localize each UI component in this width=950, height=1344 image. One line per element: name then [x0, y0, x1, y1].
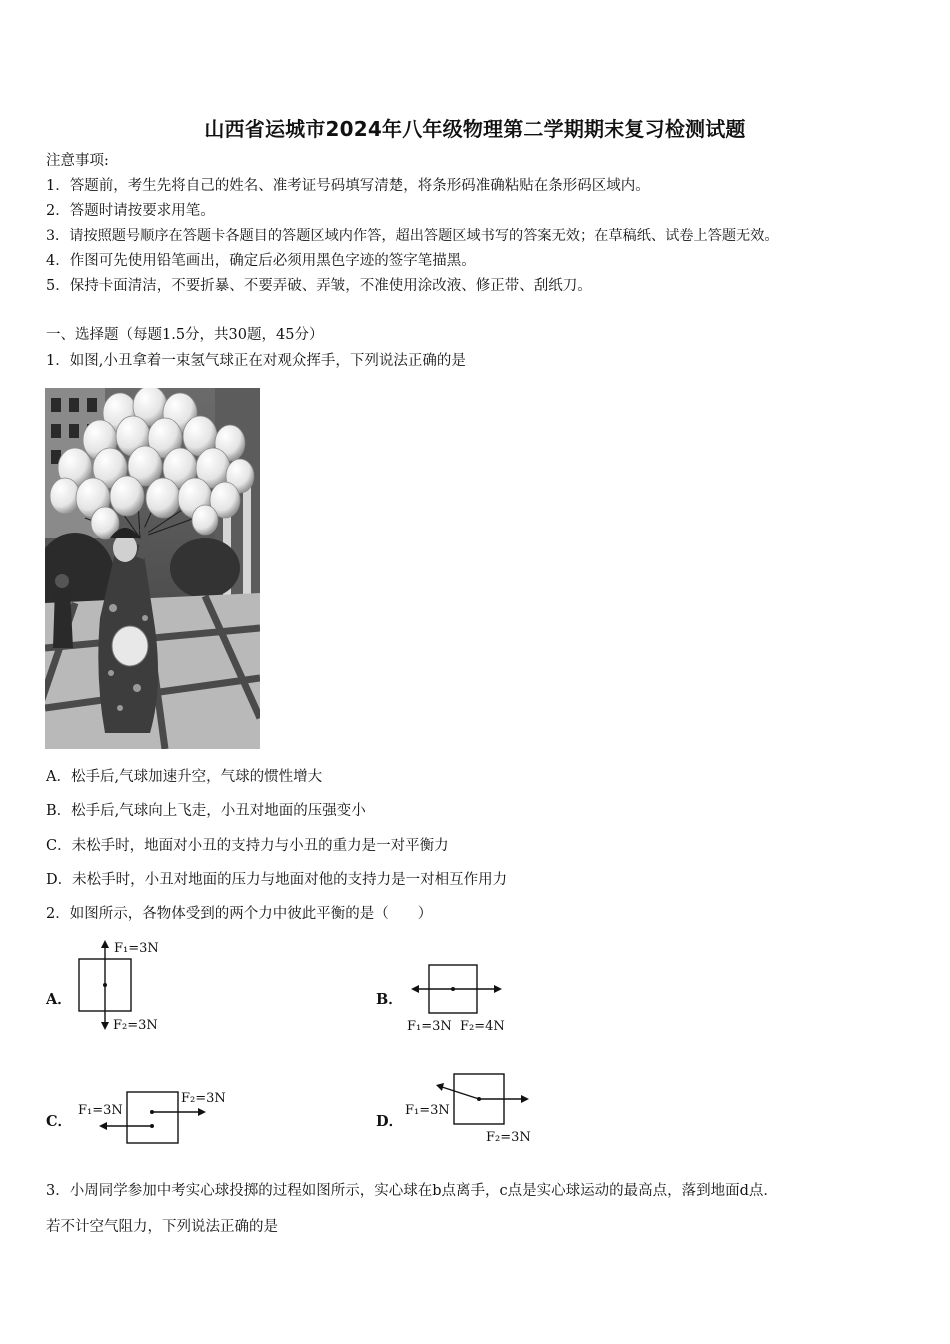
q2-b-f1-label: F₁=3N	[407, 1019, 452, 1034]
notice-item-2: 2．答题时请按要求用笔。	[46, 203, 215, 219]
question-3-line-2: 若不计空气阻力，下列说法正确的是	[46, 1219, 278, 1235]
q2-c-f1-label: F₁=3N	[78, 1103, 123, 1118]
question-2-stem: 2．如图所示，各物体受到的两个力中彼此平衡的是（ ）	[46, 906, 433, 922]
q2-figure-c	[75, 1085, 245, 1150]
q1-option-d: D．未松手时，小丑对地面的压力与地面对他的支持力是一对相互作用力	[46, 872, 508, 888]
q2-label-a: A．	[46, 991, 72, 1008]
q1-option-b: B．松手后,气球向上飞走，小丑对地面的压强变小	[46, 803, 366, 819]
q2-figure-a	[70, 935, 180, 1035]
question-1-stem: 1．如图,小丑拿着一束氢气球正在对观众挥手，下列说法正确的是	[46, 353, 466, 369]
notice-heading: 注意事项:	[46, 153, 109, 169]
q2-c-f2-label: F₂=3N	[181, 1091, 226, 1106]
notice-item-3: 3．请按照题号顺序在答题卡各题目的答题区域内作答，超出答题区域书写的答案无效；在草稿纸、试卷上答题无效。	[46, 228, 779, 244]
q2-label-c: C．	[46, 1113, 73, 1130]
q2-d-f1-label: F₁=3N	[405, 1103, 450, 1118]
clown-balloons-photo	[45, 388, 260, 749]
notice-item-4: 4．作图可先使用铅笔画出，确定后必须用黑色字迹的签字笔描黑。	[46, 253, 476, 269]
q2-figure-b	[400, 955, 540, 1040]
q2-figure-d	[400, 1068, 550, 1150]
q1-option-c: C．未松手时，地面对小丑的支持力与小丑的重力是一对平衡力	[46, 838, 449, 854]
q2-label-d: D．	[376, 1113, 404, 1130]
notice-item-5: 5．保持卡面清洁，不要折暴、不要弄破、弄皱，不准使用涂改液、修正带、刮纸刀。	[46, 278, 592, 294]
notice-item-1: 1．答题前，考生先将自己的姓名、准考证号码填写清楚，将条形码准确粘贴在条形码区域内。	[46, 178, 650, 194]
q1-option-a: A．松手后,气球加速升空，气球的惯性增大	[46, 769, 323, 785]
q2-b-f2-label: F₂=4N	[460, 1019, 505, 1034]
q2-a-f1-label: F₁=3N	[114, 941, 159, 956]
section-heading: 一、选择题（每题1.5分，共30题，45分）	[46, 327, 324, 343]
q2-label-b: B．	[376, 991, 403, 1008]
q2-a-f2-label: F₂=3N	[113, 1018, 158, 1033]
question-3-line-1: 3．小周同学参加中考实心球投掷的过程如图所示，实心球在b点离手，c点是实心球运动的最高点，落到地面d点．	[46, 1183, 778, 1199]
q2-d-f2-label: F₂=3N	[486, 1130, 531, 1145]
page-title: 山西省运城市2024年八年级物理第二学期期末复习检测试题	[204, 117, 746, 141]
